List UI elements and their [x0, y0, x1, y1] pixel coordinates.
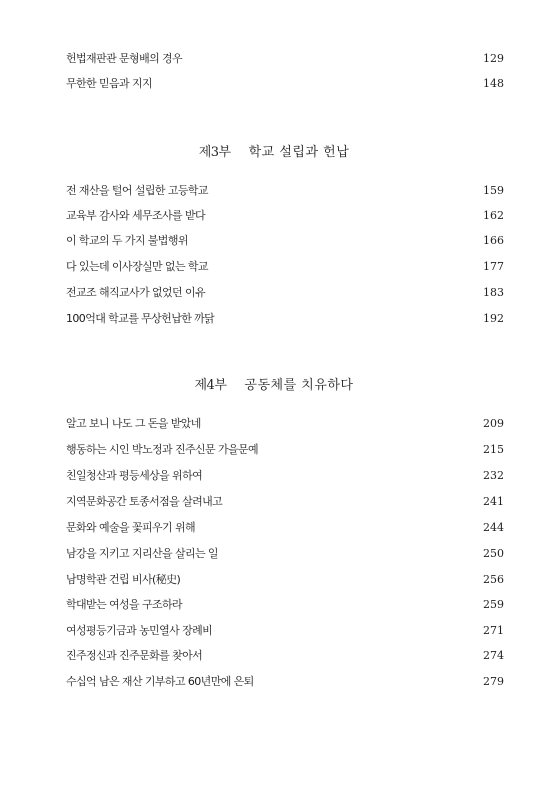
toc-entry-page: 259	[483, 598, 504, 611]
toc-entry-page: 244	[483, 521, 504, 534]
toc-entry[interactable]	[66, 285, 504, 301]
toc-entry-page: 256	[483, 573, 504, 586]
part-title: 공동체를 치유하다	[244, 377, 354, 393]
toc-entry-title: 전교조 해직교사가 없었던 이유	[66, 286, 206, 299]
toc-entry-page: 232	[483, 469, 504, 482]
toc-entry-title: 수십억 남은 재산 기부하고 60년만에 은퇴	[66, 675, 254, 688]
toc-entry-title: 친일청산과 평등세상을 위하여	[66, 469, 203, 482]
toc-entry-title: 남강을 지키고 지리산을 살리는 일	[66, 547, 218, 560]
part-4-heading	[0, 373, 548, 393]
part-label: 제4부	[194, 377, 227, 393]
toc-entry[interactable]	[66, 520, 504, 536]
toc-entry-title: 이 학교의 두 가지 불법행위	[66, 234, 188, 247]
toc-entry[interactable]	[66, 208, 504, 224]
toc-entry-title: 남명학관 건립 비사(秘史)	[66, 573, 181, 586]
toc-entry-title: 무한한 믿음과 지지	[66, 77, 153, 90]
toc-entry-title: 헌법재판관 문형배의 경우	[66, 52, 183, 65]
toc-entry[interactable]	[66, 259, 504, 275]
toc-entry-page: 192	[483, 312, 504, 325]
toc-entry-title: 진주정신과 진주문화를 찾아서	[66, 649, 203, 662]
toc-entry-page: 241	[483, 495, 504, 508]
toc-entry-page: 129	[483, 52, 504, 65]
toc-entry[interactable]	[66, 468, 504, 484]
part-3-heading	[0, 140, 548, 160]
toc-entry[interactable]	[66, 546, 504, 562]
toc-entry[interactable]	[66, 311, 504, 327]
toc-entry[interactable]	[66, 648, 504, 664]
toc-entry[interactable]	[66, 51, 504, 67]
toc-entry-page: 271	[483, 624, 504, 637]
toc-entry[interactable]	[66, 572, 504, 588]
toc-entry[interactable]	[66, 233, 504, 249]
part-label: 제3부	[198, 144, 231, 160]
toc-entry-title: 여성평등기금과 농민열사 장례비	[66, 624, 213, 637]
toc-entry-page: 183	[483, 286, 504, 299]
part-title: 학교 설립과 헌납	[248, 144, 350, 160]
toc-entry[interactable]	[66, 623, 504, 639]
toc-entry-title: 교육부 감사와 세무조사를 받다	[66, 209, 206, 222]
toc-entry-page: 148	[483, 77, 504, 90]
toc-entry[interactable]	[66, 416, 504, 432]
toc-entry-title: 전 재산을 털어 설립한 고등학교	[66, 184, 208, 197]
toc-entry[interactable]	[66, 674, 504, 690]
toc-entry-title: 지역문화공간 토종서점을 살려내고	[66, 495, 223, 508]
toc-entry[interactable]	[66, 442, 504, 458]
toc-entry[interactable]	[66, 597, 504, 613]
toc-entry-page: 250	[483, 547, 504, 560]
toc-entry-title: 행동하는 시인 박노정과 진주신문 가을문예	[66, 443, 259, 456]
toc-entry-page: 162	[483, 209, 504, 222]
toc-entry-page: 177	[483, 260, 504, 273]
toc-entry-title: 문화와 예술을 꽃피우기 위해	[66, 521, 196, 534]
toc-entry-page: 166	[483, 234, 504, 247]
toc-entry[interactable]	[66, 183, 504, 199]
toc-entry-page: 159	[483, 184, 504, 197]
toc-entry-page: 215	[483, 443, 504, 456]
toc-entry-page: 209	[483, 417, 504, 430]
toc-entry[interactable]	[66, 494, 504, 510]
toc-entry-title: 학대받는 여성을 구조하라	[66, 598, 183, 611]
toc-entry-title: 100억대 학교를 무상헌납한 까닭	[66, 312, 215, 325]
toc-entry[interactable]	[66, 76, 504, 92]
toc-entry-title: 다 있는데 이사장실만 없는 학교	[66, 260, 208, 273]
toc-entry-title: 알고 보니 나도 그 돈을 받았네	[66, 417, 201, 430]
toc-entry-page: 279	[483, 675, 504, 688]
toc-entry-page: 274	[483, 649, 504, 662]
